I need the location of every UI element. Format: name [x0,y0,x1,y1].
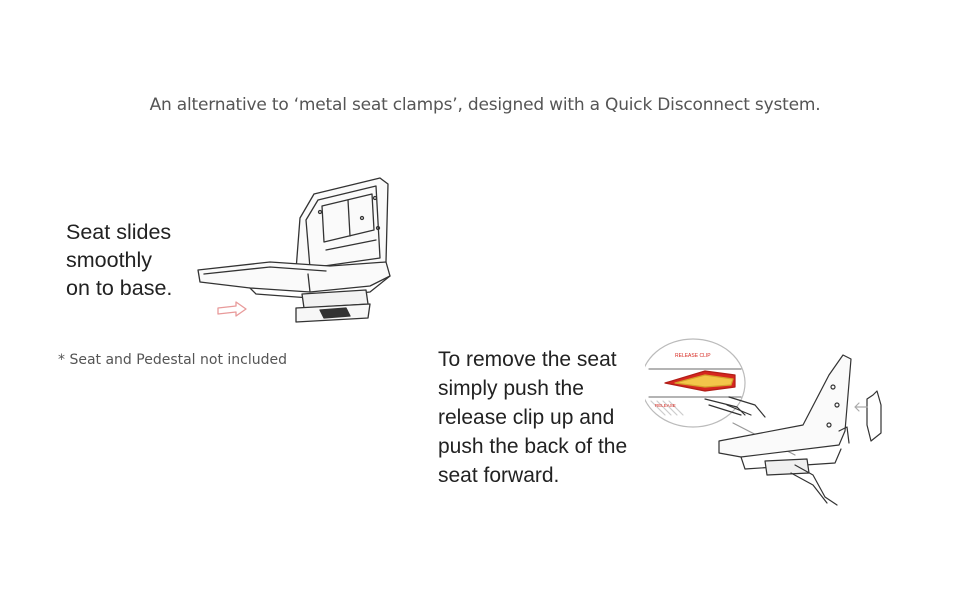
slide-caption-line: smoothly [66,248,153,272]
remove-caption-line: simply push the [438,377,584,400]
release-clip-inset-icon [645,339,745,427]
remove-caption-line: push the back of the [438,435,628,458]
remove-caption-line: To remove the seat [438,348,617,371]
svg-text:RELEASE CLIP: RELEASE CLIP [675,353,711,359]
remove-caption-line: release clip up and [438,406,615,429]
slide-caption [66,218,172,302]
slide-caption-line: Seat slides [66,220,172,244]
remove-caption-line: seat forward. [438,464,560,487]
seat-release-illustration [645,335,910,515]
slide-caption-line: on to base. [66,276,173,300]
seat-slide-illustration [190,170,405,335]
headline: An alternative to ‘metal seat clamps’, designed with a Quick Disconnect system. [149,95,821,115]
svg-text:RELEASE: RELEASE [655,403,676,408]
remove-caption [438,345,627,490]
not-included-note: * Seat and Pedestal not included [58,352,288,368]
